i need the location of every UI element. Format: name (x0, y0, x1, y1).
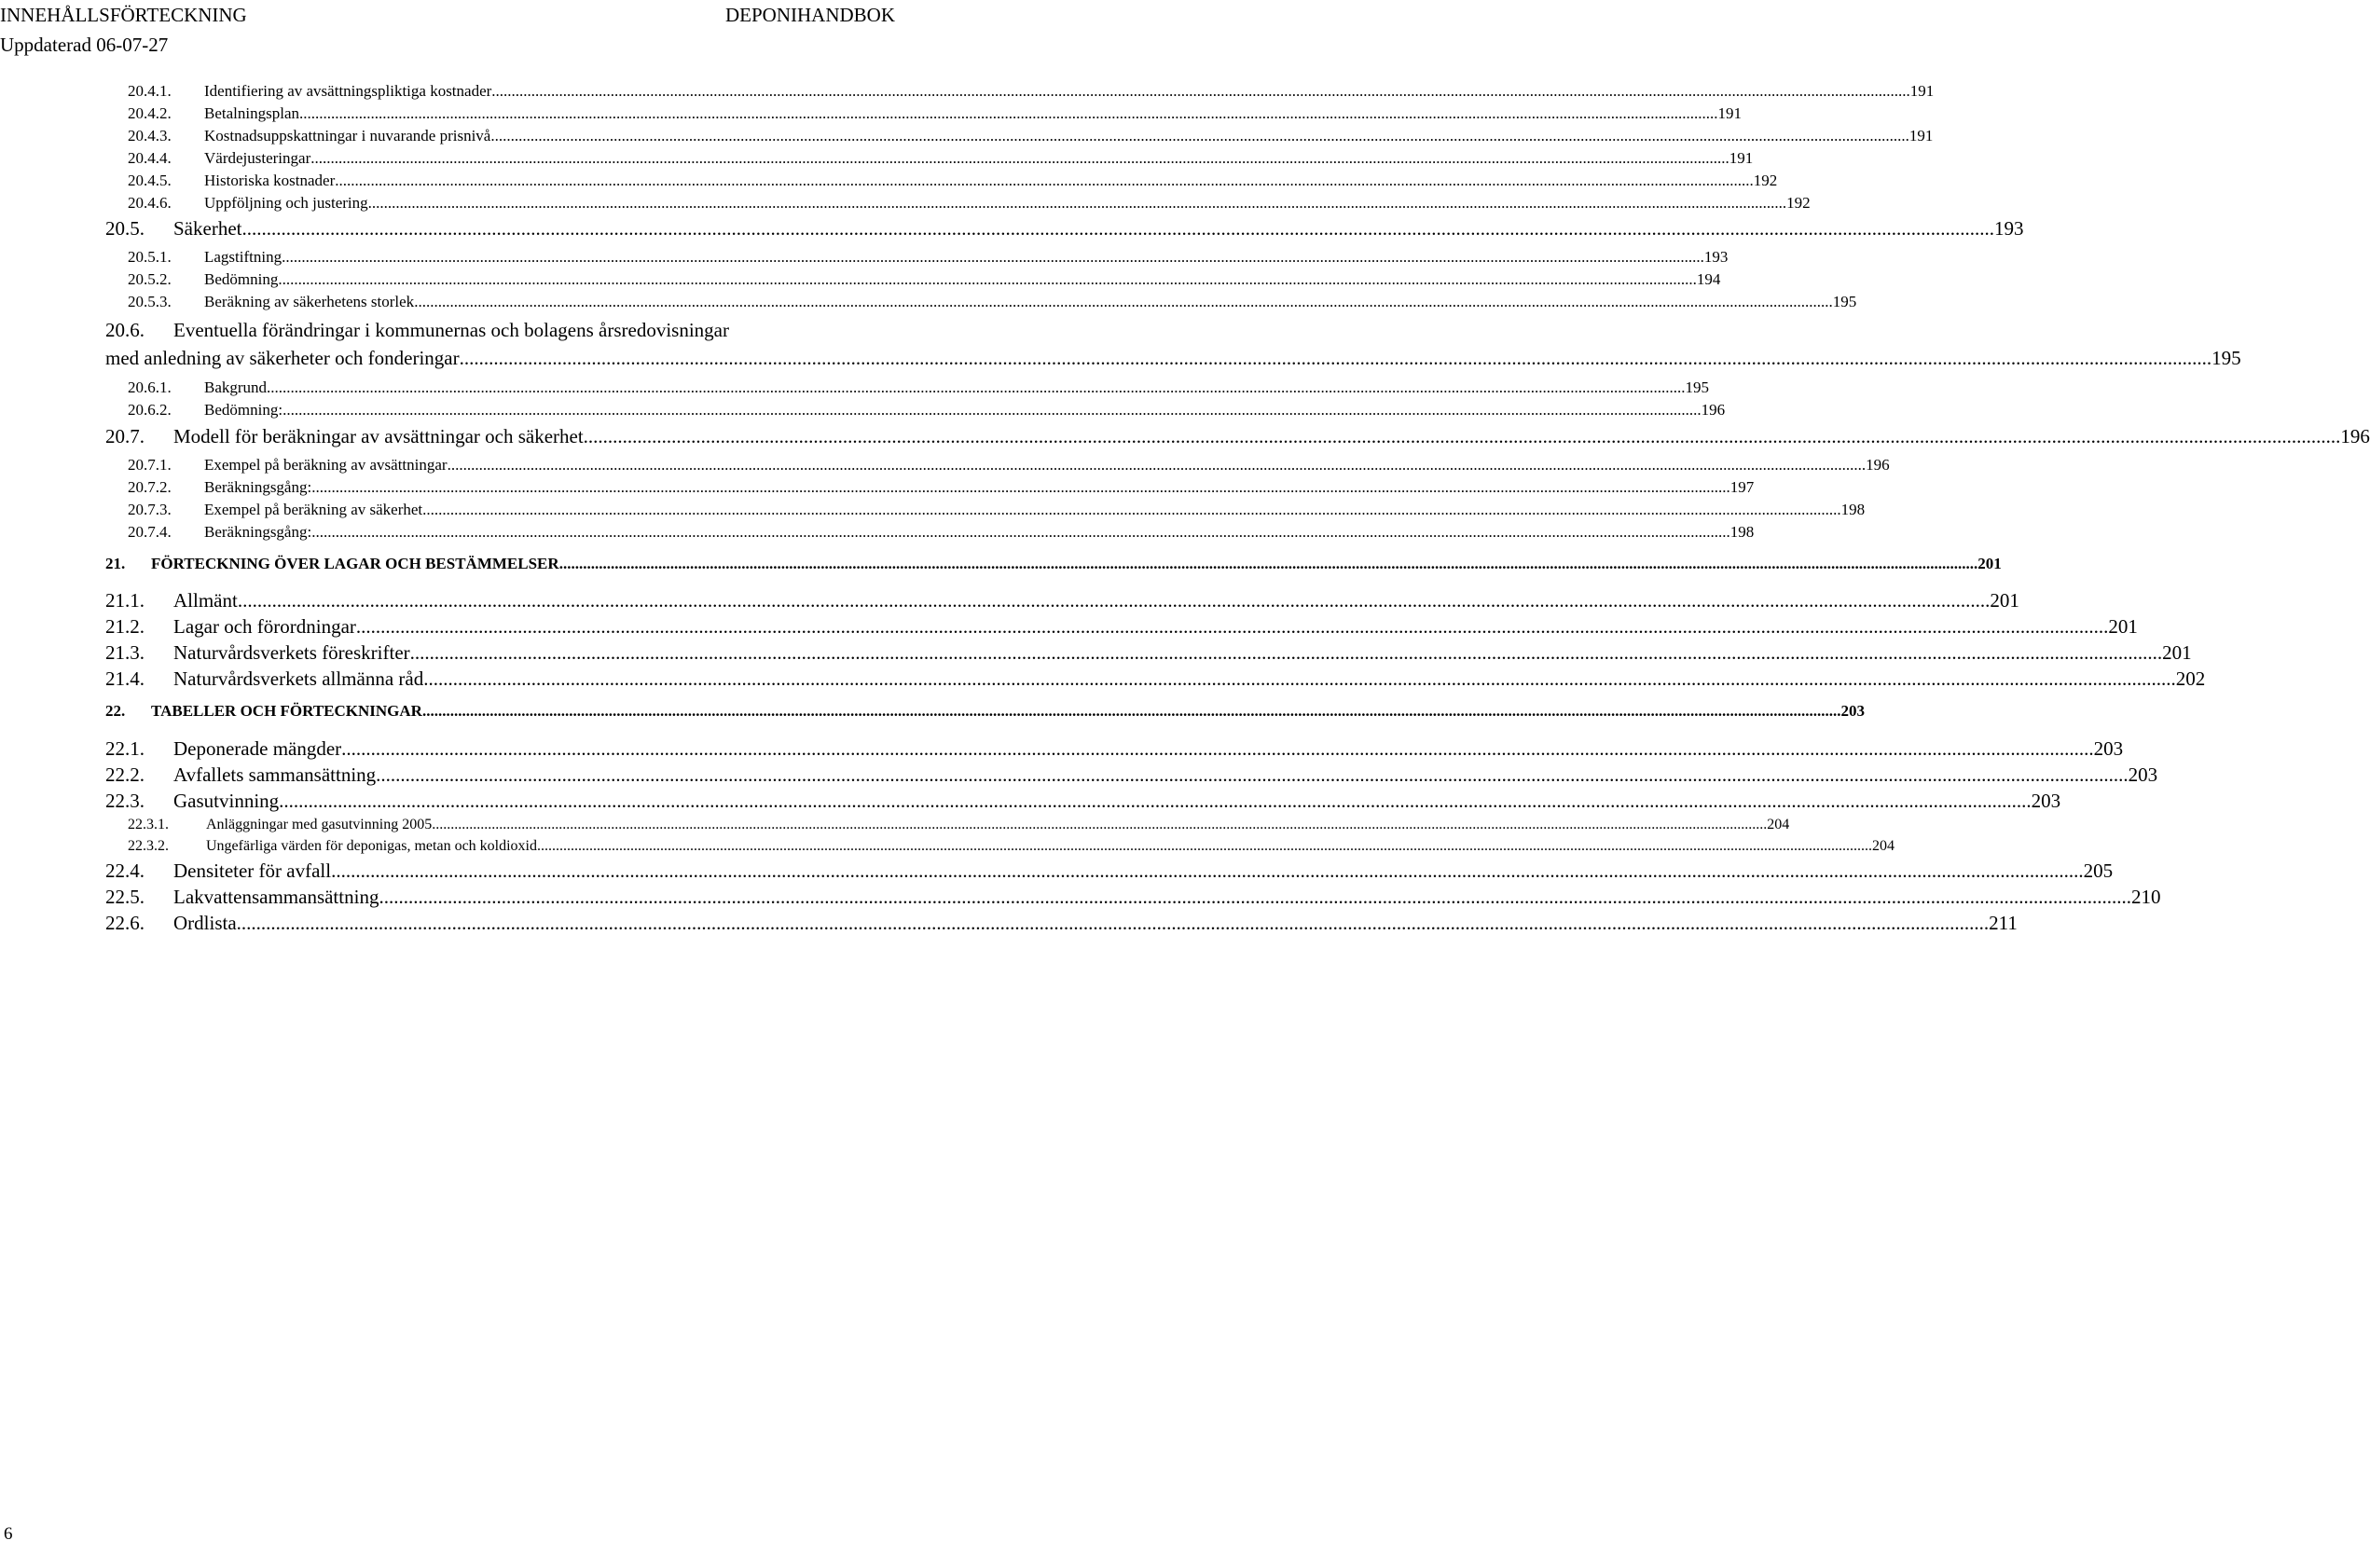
toc-entry-page: 205 (2083, 860, 2114, 882)
toc-entry-title: Värdejusteringar (204, 149, 311, 167)
toc-entry-page: 201 (2108, 615, 2138, 638)
toc-leader (490, 127, 1909, 145)
toc-entry-title: Deponerade mängder (173, 737, 342, 760)
toc-entry-title: Beräkningsgång: (204, 478, 312, 496)
toc-leader (432, 817, 1767, 833)
toc-entry[interactable] (128, 523, 1755, 542)
toc-entry[interactable] (128, 270, 1721, 289)
toc-leader (368, 194, 1787, 213)
toc-entry-number: 22.3.2. (128, 838, 169, 854)
toc-entry-number: 20.7. (105, 425, 145, 447)
toc-entry-page: 195 (2212, 347, 2241, 369)
toc-entry-number: 20.4.4. (128, 149, 172, 167)
toc-leader (241, 217, 1994, 241)
toc-entry-page: 196 (2340, 425, 2370, 447)
header-title: INNEHÅLLSFÖRTECKNING (0, 4, 247, 26)
toc-entry[interactable] (128, 127, 1934, 145)
toc-leader (285, 248, 1704, 267)
toc-entry-number: 21. (105, 555, 126, 572)
toc-entry-page: 191 (1717, 104, 1742, 122)
toc-entry-page: 194 (1696, 270, 1721, 288)
toc-entry-page: 195 (1832, 293, 1857, 310)
toc-entry-title: Avfallets sammansättning (173, 763, 377, 786)
toc-entry-page: 203 (1840, 702, 1865, 720)
toc-entry[interactable] (105, 737, 2124, 761)
toc-entry-title: Densiteter för avfall (173, 860, 332, 882)
toc-entry[interactable] (128, 293, 1857, 311)
toc-leader (267, 378, 1686, 397)
toc-leader (559, 555, 1978, 573)
toc-entry[interactable] (105, 912, 2018, 935)
page-number: 6 (4, 1524, 13, 1544)
toc-entry-page: 196 (1866, 456, 1890, 474)
toc-entry-title: Anläggningar med gasutvinning 2005 (206, 817, 433, 832)
toc-entry[interactable] (128, 456, 1890, 475)
toc-entry-number: 21.2. (105, 615, 145, 638)
toc-entry[interactable] (128, 401, 1726, 420)
toc-entry-title: Säkerhet (173, 217, 242, 240)
toc-entry-title: Gasutvinning (173, 790, 280, 812)
toc-entry-number: 22.1. (105, 737, 145, 760)
toc-entry-number: 20.6.1. (128, 378, 172, 396)
toc-entry[interactable] (128, 838, 1895, 855)
toc-entry-number: 22. (105, 702, 126, 720)
toc-leader (278, 270, 1697, 289)
toc-entry-title: Beräkning av säkerhetens storlek (204, 293, 415, 310)
toc-entry-number: 22.5. (105, 886, 145, 908)
toc-chapter[interactable] (105, 555, 2002, 573)
toc-entry-page: 191 (1909, 82, 1935, 100)
toc-entry-title: Ungefärliga värden för deponigas, metan och koldioxid (206, 838, 537, 854)
toc-entry-title: Lagar och förordningar (173, 615, 356, 638)
toc-entry-number: 20.5.1. (128, 248, 172, 266)
toc-entry-page: 201 (1990, 589, 2019, 612)
toc-leader (311, 523, 1730, 542)
toc-entry[interactable] (105, 763, 2158, 787)
toc-leader (335, 172, 1754, 190)
toc-entry-page: 197 (1729, 478, 1755, 496)
toc-entry-page: 196 (1701, 401, 1726, 419)
toc-entry-page: 192 (1786, 194, 1811, 212)
toc-entry-number: 20.6.2. (128, 401, 172, 419)
toc-entry-number: 20.5.2. (128, 270, 172, 288)
toc-entry-number: 22.4. (105, 860, 145, 882)
toc-entry-number: 22.6. (105, 912, 145, 934)
toc-leader (279, 790, 2032, 813)
toc-entry-title: Lakvattensammansättning (173, 886, 379, 908)
toc-entry-number: 20.4.6. (128, 194, 172, 212)
toc-leader (410, 641, 2163, 665)
toc-entry-page: 201 (2162, 641, 2192, 664)
toc-leader (588, 425, 2341, 448)
toc-entry[interactable] (105, 790, 2061, 813)
toc-leader (299, 104, 1718, 123)
toc-entry-title: Identifiering av avsättningspliktiga kostnader (204, 82, 492, 100)
toc-entry[interactable] (105, 589, 2019, 612)
toc-entry-title: Exempel på beräkning av avsättningar (204, 456, 448, 474)
toc-entry-number: 20.5. (105, 217, 145, 240)
toc-entry-title: Historiska kostnader (204, 172, 336, 189)
toc-leader (460, 347, 2212, 370)
toc-entry[interactable] (105, 641, 2192, 665)
toc-entry-page: 198 (1729, 523, 1755, 541)
header-document-name: DEPONIHANDBOK (725, 4, 895, 26)
toc-leader (356, 615, 2109, 639)
toc-entry-number: 20.4.5. (128, 172, 172, 189)
toc-entry-page: 204 (1872, 838, 1895, 854)
toc-leader (310, 149, 1729, 168)
toc-entry-page: 203 (2031, 790, 2061, 812)
toc-entry-page: 191 (1729, 149, 1754, 167)
toc-entry-page: 202 (2175, 667, 2206, 690)
toc-leader (537, 838, 1872, 855)
toc-entry[interactable] (105, 860, 2114, 883)
toc-entry[interactable] (128, 194, 1811, 213)
toc-entry-multiline[interactable] (105, 319, 834, 342)
toc-entry-title: Naturvårdsverkets föreskrifter (173, 641, 410, 664)
toc-entry-page: 191 (1908, 127, 1934, 144)
toc-entry-page: 193 (1993, 217, 2024, 240)
toc-entry-title: Ordlista (173, 912, 237, 934)
toc-entry[interactable] (105, 886, 2161, 909)
toc-entry-title: Naturvårdsverkets allmänna råd (173, 667, 424, 690)
toc-entry-page: 198 (1840, 501, 1866, 518)
toc-entry-number: 20.6. (105, 319, 145, 341)
toc-entry-page: 201 (1977, 555, 2002, 572)
toc-entry-number: 20.4.3. (128, 127, 172, 144)
toc-entry[interactable] (128, 248, 1729, 267)
toc-entry-number: 20.7.3. (128, 501, 172, 518)
toc-entry-number: 20.5.3. (128, 293, 172, 310)
toc-entry[interactable] (128, 478, 1755, 497)
toc-leader (238, 589, 1991, 612)
toc-leader (448, 456, 1867, 475)
toc-entry-page: 193 (1703, 248, 1729, 266)
toc-leader (414, 293, 1833, 311)
toc-entry-page: 211 (1989, 912, 2018, 934)
toc-entry-number: 20.4.2. (128, 104, 172, 122)
toc-entry[interactable] (128, 501, 1866, 519)
toc-entry-page: 210 (2130, 886, 2161, 908)
toc-entry-number: 20.7.2. (128, 478, 172, 496)
toc-entry-number: 21.4. (105, 667, 145, 690)
toc-entry[interactable] (105, 217, 2024, 241)
toc-entry[interactable] (128, 82, 1935, 101)
toc-entry[interactable] (128, 149, 1754, 168)
toc-entry-page: 192 (1753, 172, 1778, 189)
toc-entry-page: 195 (1685, 378, 1710, 396)
header-updated-date: Uppdaterad 06-07-27 (0, 34, 169, 56)
toc-entry-title: Uppföljning och justering (204, 194, 368, 212)
toc-entry-title: Allmänt (173, 589, 238, 612)
toc-entry[interactable] (105, 667, 2206, 691)
toc-leader (237, 912, 1990, 935)
toc-entry-title: Betalningsplan (204, 104, 299, 122)
toc-entry-number: 21.3. (105, 641, 145, 664)
toc-entry-number: 20.4.1. (128, 82, 172, 100)
toc-entry[interactable] (128, 378, 1710, 397)
toc-entry-number: 20.7.4. (128, 523, 172, 541)
toc-entry-title: Kostnadsuppskattningar i nuvarande prisnivå (204, 127, 491, 144)
toc-entry[interactable] (105, 425, 2370, 448)
toc-entry[interactable] (128, 104, 1742, 123)
toc-leader (282, 401, 1702, 420)
toc-entry-number: 22.3. (105, 790, 145, 812)
toc-entry-title: TABELLER OCH FÖRTECKNINGAR (151, 702, 422, 720)
toc-leader (491, 82, 1910, 101)
toc-entry-page: 204 (1767, 817, 1790, 832)
toc-entry-page: 203 (2128, 763, 2158, 786)
toc-entry-title: FÖRTECKNING ÖVER LAGAR OCH BESTÄMMELSER (151, 555, 559, 572)
toc-entry-title: Lagstiftning. (204, 248, 286, 266)
toc-entry-title-continued: med anledning av säkerheter och fonderingar (105, 347, 460, 369)
toc-leader (423, 667, 2176, 691)
toc-entry-title: Exempel på beräkning av säkerhet (204, 501, 423, 518)
toc-entry-title: Bedömning: (204, 401, 283, 419)
toc-entry[interactable] (128, 817, 1790, 833)
toc-entry-title: Modell för beräkningar av avsättningar och säkerhet. (173, 425, 588, 447)
toc-entry-continuation[interactable] (105, 347, 2241, 370)
toc-entry-title: Beräkningsgång: (204, 523, 312, 541)
toc-leader (331, 860, 2084, 883)
toc-chapter[interactable] (105, 702, 1865, 721)
toc-leader (422, 702, 1841, 721)
toc-leader (422, 501, 1841, 519)
toc-entry[interactable] (128, 172, 1778, 190)
toc-leader (376, 763, 2129, 787)
toc-entry-number: 21.1. (105, 589, 145, 612)
toc-entry-number: 20.7.1. (128, 456, 172, 474)
toc-entry-title: Bakgrund (204, 378, 268, 396)
toc-leader (311, 478, 1730, 497)
toc-leader (379, 886, 2131, 909)
toc-leader (341, 737, 2094, 761)
toc-entry-title: Eventuella förändringar i kommunernas och bolagens årsredovisningar (173, 319, 729, 341)
toc-entry-page: 203 (2093, 737, 2124, 760)
toc-entry-number: 22.2. (105, 763, 145, 786)
toc-entry-title: Bedömning (204, 270, 279, 288)
toc-entry-number: 22.3.1. (128, 817, 169, 832)
toc-entry[interactable] (105, 615, 2138, 639)
